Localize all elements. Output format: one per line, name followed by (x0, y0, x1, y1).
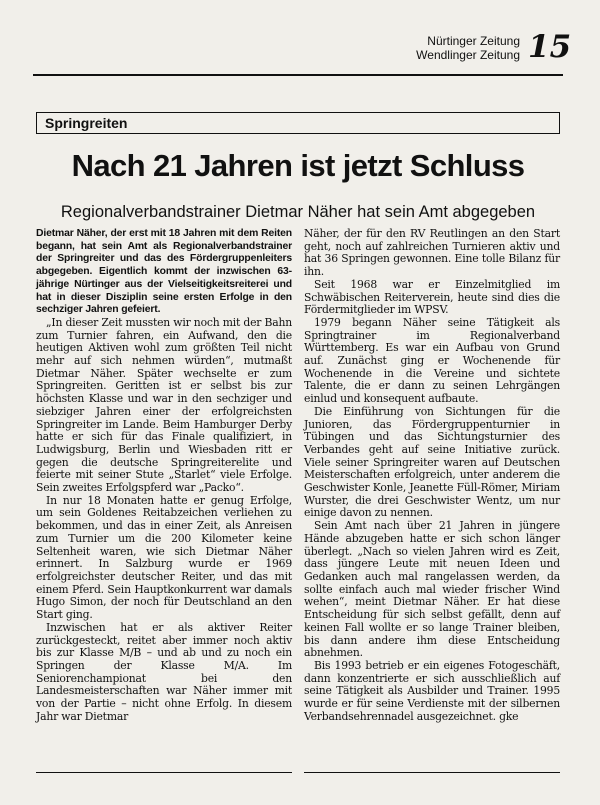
rubric-label: Springreiten (45, 115, 128, 131)
article-paragraph-text: Bis 1993 betrieb er ein eigenes Fotogeschäft, dann konzentrierte er sich ausschließlich auf seine Tätigkeit als Ausbilder und Trainer. 1995 wurde er für seine Verdienste mit der silbernen Verbandsehrennadel ausgezeichnet. (304, 658, 560, 723)
article-lead: Dietmar Näher, der erst mit 18 Jahren mit dem Reiten begann, hat sein Amt als Regionalverbandstrainer der Springreiter und das des Fördergruppenleiters abgegeben. Eigentlich kommt der inzwischen 63-jährige Nürtinger aus der Vielseitigkeitsreiterei und hat in dieser Disziplin seine ersten Erfolge in den sechziger Jahren gefeiert. (36, 228, 292, 316)
article-column-right (304, 228, 560, 723)
masthead-paper-1: Nürtinger Zeitung (427, 34, 520, 48)
article-paragraph (304, 660, 560, 724)
masthead (400, 34, 520, 62)
byline: gke (499, 709, 519, 723)
page-number: 15 (528, 29, 572, 65)
article-paragraph: Sein Amt nach über 21 Jahren in jüngere Hände abzugeben hatte er sich schon länger überlegt. „Nach so vielen Jahren wird es Zeit, dass jüngere Leute mit neuen Ideen und Gedanken auch mal rangelassen werden, da sollte einfach auch mal wieder frischer Wind wehen“, meint Dietmar Näher. Er hat diese Entscheidung für sich selbst gefällt, denn auf keinen Fall wollte er so lange Trainer bleiben, bis dann andere ihm diese Entscheidung abnehmen. (304, 519, 560, 660)
article-paragraph-continued: Näher, der für den RV Reutlingen an den Start geht, noch auf zahlreichen Turnieren aktiv und hat 36 Springen gewonnen. Eine tolle Bilanz für ihn. (304, 227, 560, 279)
article-paragraph: Seit 1968 war er Einzelmitglied im Schwäbischen Reiterverein, heute sind dies die Fördermitglieder im WPSV. (304, 277, 560, 317)
top-rule (33, 74, 563, 76)
rubric-box (36, 112, 560, 134)
headline: Nach 21 Jahren ist jetzt Schluss (71, 148, 525, 183)
article-paragraph: 1979 begann Näher seine Tätigkeit als Springtrainer im Regionalverband Württemberg. Es war ein Aufbau von Grund auf. Zunächst ging er Wochenende für Wochenende in die Vereine und sichtete Talente, die er dann zu seinen Lehrgängen einlud und konsequent aufbaute. (304, 315, 560, 406)
subheadline: Regionalverbandstrainer Dietmar Näher hat sein Amt abgegeben (60, 203, 536, 221)
masthead-paper-2: Wendlinger Zeitung (416, 48, 520, 62)
bottom-rule-left (36, 772, 292, 773)
article-paragraph: In nur 18 Monaten hatte er genug Erfolge, um sein Goldenes Reitabzeichen verliehen zu bekommen, und das in einer Zeit, als Anreisen zum Turnier um die 200 Kilometer keine Seltenheit waren, wie sich Dietmar Näher erinnert. In Salzburg wurde er 1969 erfolgreichster deutscher Reiter, und das mit einem Pferd. Sein Hauptkonkurrent war damals Hugo Simon, der noch für Deutschland an den Start ging. (36, 493, 292, 622)
article-column-left (36, 228, 292, 723)
article-paragraph: Inzwischen hat er als aktiver Reiter zurückgesteckt, reitet aber immer noch aktiv bis zur Klasse M/B – und ab und zu noch ein Springen der Klasse M/A. Im Seniorenchampionat bei den Landesmeisterschaften war Näher immer mit von der Partie – nicht ohne Erfolg. In diesem Jahr war Dietmar (36, 620, 292, 723)
article-paragraph: „In dieser Zeit mussten wir noch mit der Bahn zum Turnier fahren, ein Aufwand, den die heutigen Aktiven wohl zum größten Teil nicht mehr auf sich nehmen würden“, mutmaßt Dietmar Näher. Später wechselte er zum Springreiten. Geritten ist er selbst bis zur höchsten Klasse und war in den sechziger und siebziger Jahren einer der erfolgreichsten Springreiter im Lande. Beim Hamburger Derby hatte er sich für das Finale qualifiziert, in Ludwigsburg, Berlin und Wiesbaden ritt er gegen die deutsche Springreiterelite und feierte mit seiner Stute „Starlet“ viele Erfolge. Sein zweites Erfolgspferd war „Packo“. (36, 315, 292, 495)
article-paragraph: Die Einführung von Sichtungen für die Junioren, das Fördergruppenturnier in Tübingen und das Sichtungsturnier des Verbandes geht auf seine Initiative zurück. Viele seiner Springreiter waren auf Deutschen Meisterschaften erfolgreich, unter anderem die Geschwister Konle, Jeanette Füll-Römer, Miriam Wurster, die drei Geschwister Wentz, um nur einige davon zu nennen. (304, 404, 560, 520)
bottom-rule-right (304, 772, 560, 773)
